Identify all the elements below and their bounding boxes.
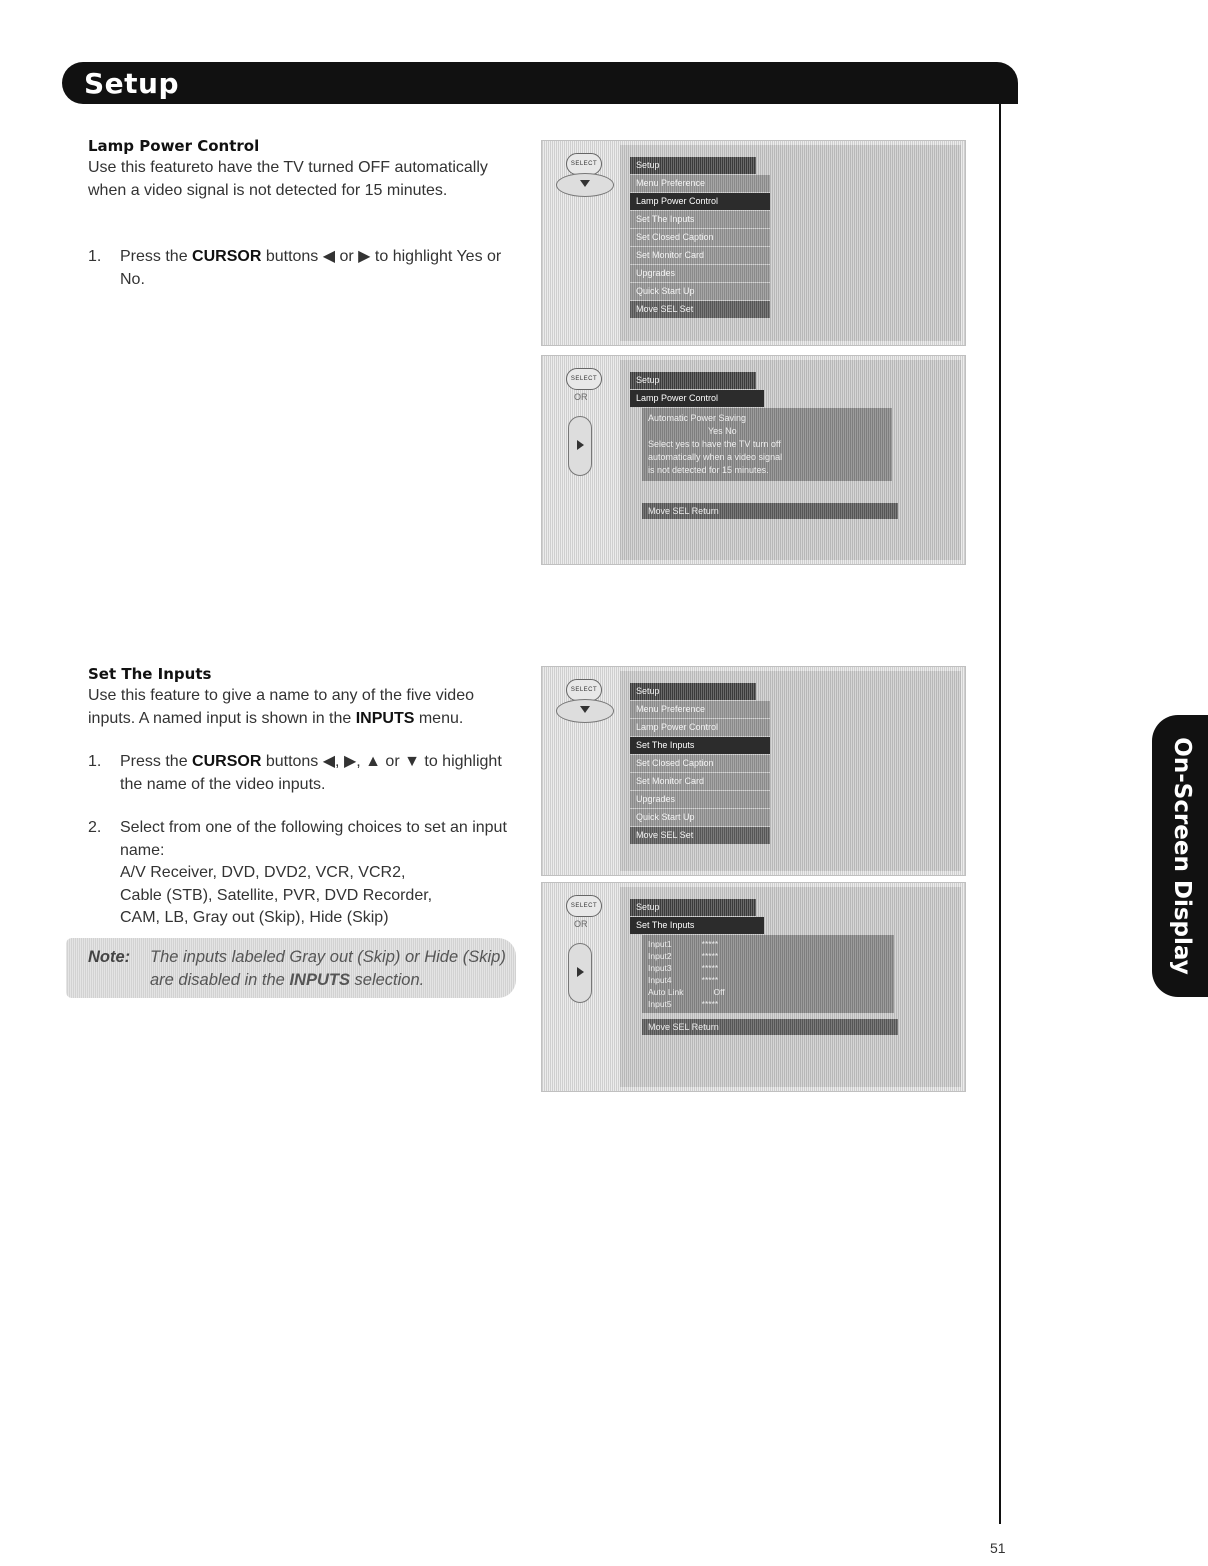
menu-title: Setup	[630, 683, 756, 700]
right-divider	[999, 96, 1001, 1524]
inputs-keyword: INPUTS	[289, 971, 350, 989]
input-row: Input5 *****	[648, 999, 719, 1009]
menu-footer: Move SEL Set	[630, 301, 770, 318]
or-label: OR	[574, 392, 588, 402]
cursor-right-icon	[568, 943, 592, 1003]
inputs-step-1: 1. Press the CURSOR buttons ◀, ▶, ▲ or ▼ to highlight the name of the video inputs.	[88, 753, 502, 793]
menu-item-selected: Set The Inputs	[630, 737, 770, 754]
menu-title: Setup	[630, 372, 756, 389]
page-number: 51	[990, 1540, 1006, 1556]
tv-screen	[620, 145, 961, 341]
screenshot-setup-menu-inputs	[541, 666, 966, 876]
cursor-down-icon	[556, 699, 614, 723]
menu-title: Setup	[630, 899, 756, 916]
select-button-icon: SELECT	[566, 368, 602, 390]
setup-menu	[630, 157, 770, 319]
setup-menu	[630, 683, 770, 845]
lamp-step-1: 1. Press the CURSOR buttons ◀ or ▶ to highlight Yes or No.	[88, 248, 502, 288]
step-text: Select from one of the following choices to set an input name:	[120, 819, 507, 859]
tv-screen	[620, 360, 961, 560]
submenu-header: Set The Inputs	[630, 917, 764, 934]
set-the-inputs-heading: Set The Inputs	[88, 665, 212, 683]
option-description: is not detected for 15 minutes.	[648, 465, 769, 475]
menu-item: Set Closed Caption	[630, 755, 770, 772]
menu-item: Set Closed Caption	[630, 229, 770, 246]
menu-item: Set Monitor Card	[630, 773, 770, 790]
tv-screen	[620, 887, 961, 1087]
inputs-step-2	[88, 817, 518, 930]
cursor-keyword: CURSOR	[192, 753, 262, 770]
screenshot-inputs-submenu	[541, 882, 966, 1092]
submenu-header: Lamp Power Control	[630, 390, 764, 407]
menu-item-selected: Lamp Power Control	[630, 193, 770, 210]
input-list	[642, 935, 894, 1013]
menu-footer: Move SEL Return	[642, 1019, 898, 1035]
lamp-power-control-heading: Lamp Power Control	[88, 137, 260, 155]
note-label: Note:	[88, 948, 131, 966]
menu-item: Menu Preference	[630, 175, 770, 192]
cursor-right-icon	[568, 416, 592, 476]
yes-no-options: Yes No	[708, 426, 737, 436]
inputs-keyword: INPUTS	[355, 709, 415, 727]
tv-screen	[620, 671, 961, 871]
menu-item: Upgrades	[630, 791, 770, 808]
menu-item: Set The Inputs	[630, 211, 770, 228]
note-box	[66, 938, 516, 998]
menu-item: Set Monitor Card	[630, 247, 770, 264]
menu-title: Setup	[630, 157, 756, 174]
menu-item: Quick Start Up	[630, 283, 770, 300]
select-button-icon: SELECT	[566, 679, 602, 701]
lamp-intro: Use this featureto have the TV turned OFF automatically when a video signal is not detected for 15 minutes.	[88, 159, 488, 199]
option-description: Select yes to have the TV turn off	[648, 439, 781, 449]
choices-line: CAM, LB, Gray out (Skip), Hide (Skip)	[120, 909, 389, 926]
option-description: automatically when a video signal	[648, 452, 783, 462]
or-label: OR	[574, 919, 588, 929]
step-number: 2.	[88, 819, 102, 836]
choices-line: Cable (STB), Satellite, PVR, DVD Recorder,	[120, 886, 433, 904]
menu-item: Quick Start Up	[630, 809, 770, 826]
input-row: Auto Link Off	[648, 987, 725, 997]
option-heading: Automatic Power Saving	[648, 413, 747, 423]
page-title: Setup	[84, 67, 180, 100]
menu-item: Upgrades	[630, 265, 770, 282]
inputs-intro: Use this feature to give a name to any of the five video inputs. A named input is shown in the INPUTS menu.	[88, 687, 474, 727]
cursor-down-icon	[556, 173, 614, 197]
step-number: 1.	[88, 248, 102, 265]
menu-item: Lamp Power Control	[630, 719, 770, 736]
step-number: 1.	[88, 753, 102, 770]
screenshot-setup-menu-lamp	[541, 140, 966, 346]
inputs-submenu	[630, 899, 900, 1035]
lamp-options-box	[642, 408, 892, 481]
note-text: The inputs labeled Gray out (Skip) or Hide (Skip) are disabled in the INPUTS selection.	[150, 948, 506, 989]
input-row: Input4 *****	[648, 975, 719, 985]
select-button-icon: SELECT	[566, 153, 602, 175]
input-row: Input2 *****	[648, 951, 719, 961]
screenshot-lamp-submenu	[541, 355, 966, 565]
menu-item: Menu Preference	[630, 701, 770, 718]
menu-footer: Move SEL Set	[630, 827, 770, 844]
input-row: Input3 *****	[648, 963, 719, 973]
header-bar	[62, 62, 1018, 104]
lamp-submenu	[630, 372, 900, 519]
menu-footer: Move SEL Return	[642, 503, 898, 519]
side-tab	[1152, 715, 1208, 997]
input-row: Input1 *****	[648, 939, 719, 949]
select-button-icon: SELECT	[566, 895, 602, 917]
choices-line: A/V Receiver, DVD, DVD2, VCR, VCR2,	[120, 864, 406, 881]
side-tab-label: On-Screen Display	[1169, 737, 1195, 975]
cursor-keyword: CURSOR	[192, 248, 262, 265]
